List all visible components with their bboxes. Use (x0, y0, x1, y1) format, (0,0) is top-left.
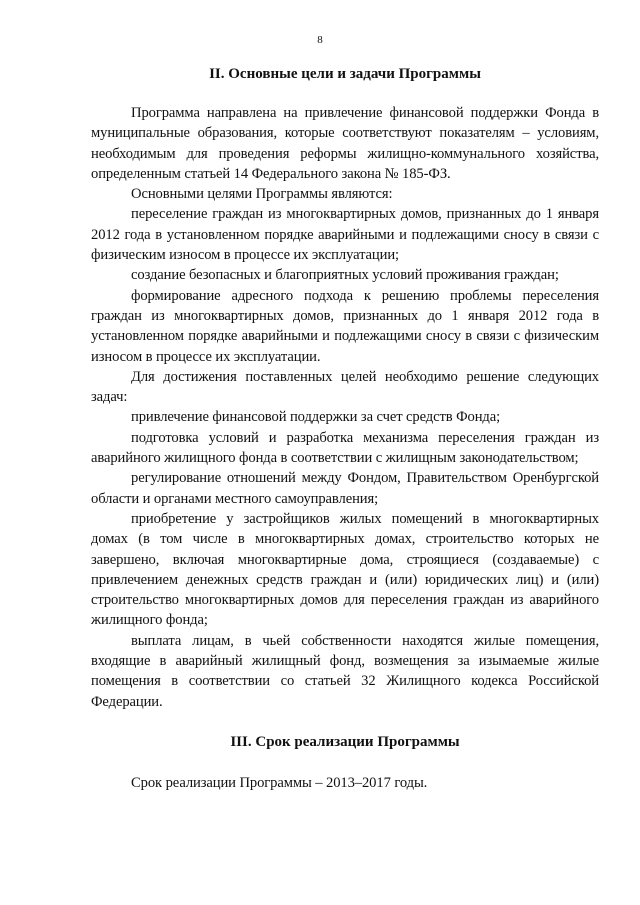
section-2-paragraph: подготовка условий и разработка механизма переселения граждан из аварийного жилищного фонда в соответствии с жилищным законодательством; (91, 429, 599, 467)
section-2-paragraph: переселение граждан из многоквартирных домов, признанных до 1 января 2012 года в установленном порядке аварийными и подлежащими сносу в связи с физическим износом в процессе их эксплуатации; (91, 206, 599, 264)
section-3-paragraph: Срок реализации Программы – 2013–2017 годы. (131, 774, 428, 791)
page-number: 8 (317, 34, 323, 46)
section-2-paragraph: привлечение финансовой поддержки за счет средств Фонда; (131, 409, 501, 426)
section-2-paragraph: приобретение у застройщиков жилых помещений в многоквартирных домах (в том числе в многоквартирных домах, строительство которых не завершено, включая многоквартирные дома, строящиеся (создаваемые) с привлечением денежных средств граждан и (или) юридических лиц) и (или) строительство многоквартирных домов для переселения граждан из аварийного жилищного фонда; (91, 510, 599, 629)
section-2-paragraph: Основными целями Программы являются: (131, 186, 393, 203)
section-2-paragraph: создание безопасных и благоприятных условий проживания граждан; (131, 267, 559, 284)
section-2-paragraph: регулирование отношений между Фондом, Правительством Оренбургской области и органами местного самоуправления; (91, 470, 599, 507)
section-2-heading: II. Основные цели и задачи Программы (209, 66, 481, 82)
document-body (91, 64, 599, 793)
section-2-paragraph: Для достижения поставленных целей необходимо решение следующих задач: (91, 368, 599, 406)
section-3-heading: III. Срок реализации Программы (230, 733, 460, 750)
section-2-paragraph: Программа направлена на привлечение финансовой поддержки Фонда в муниципальные образования, которые соответствуют показателям – условиям, необходимым для проведения реформы жилищно-коммунального хозяйства, определенным статьей 14 Федерального закона № 185-ФЗ. (91, 105, 599, 182)
section-2-paragraph: формирование адресного подхода к решению проблемы переселения граждан из многоквартирных домов, признанных до 1 января 2012 года в установленном порядке аварийными и подлежащими сносу в связи с физическим износом в процессе их эксплуатации. (91, 287, 599, 365)
section-2-paragraph: выплата лицам, в чьей собственности находятся жилые помещения, входящие в аварийный жилищный фонд, возмещения за изымаемые жилые помещения в соответствии со статьей 32 Жилищного кодекса Российской Федерации. (91, 632, 599, 710)
